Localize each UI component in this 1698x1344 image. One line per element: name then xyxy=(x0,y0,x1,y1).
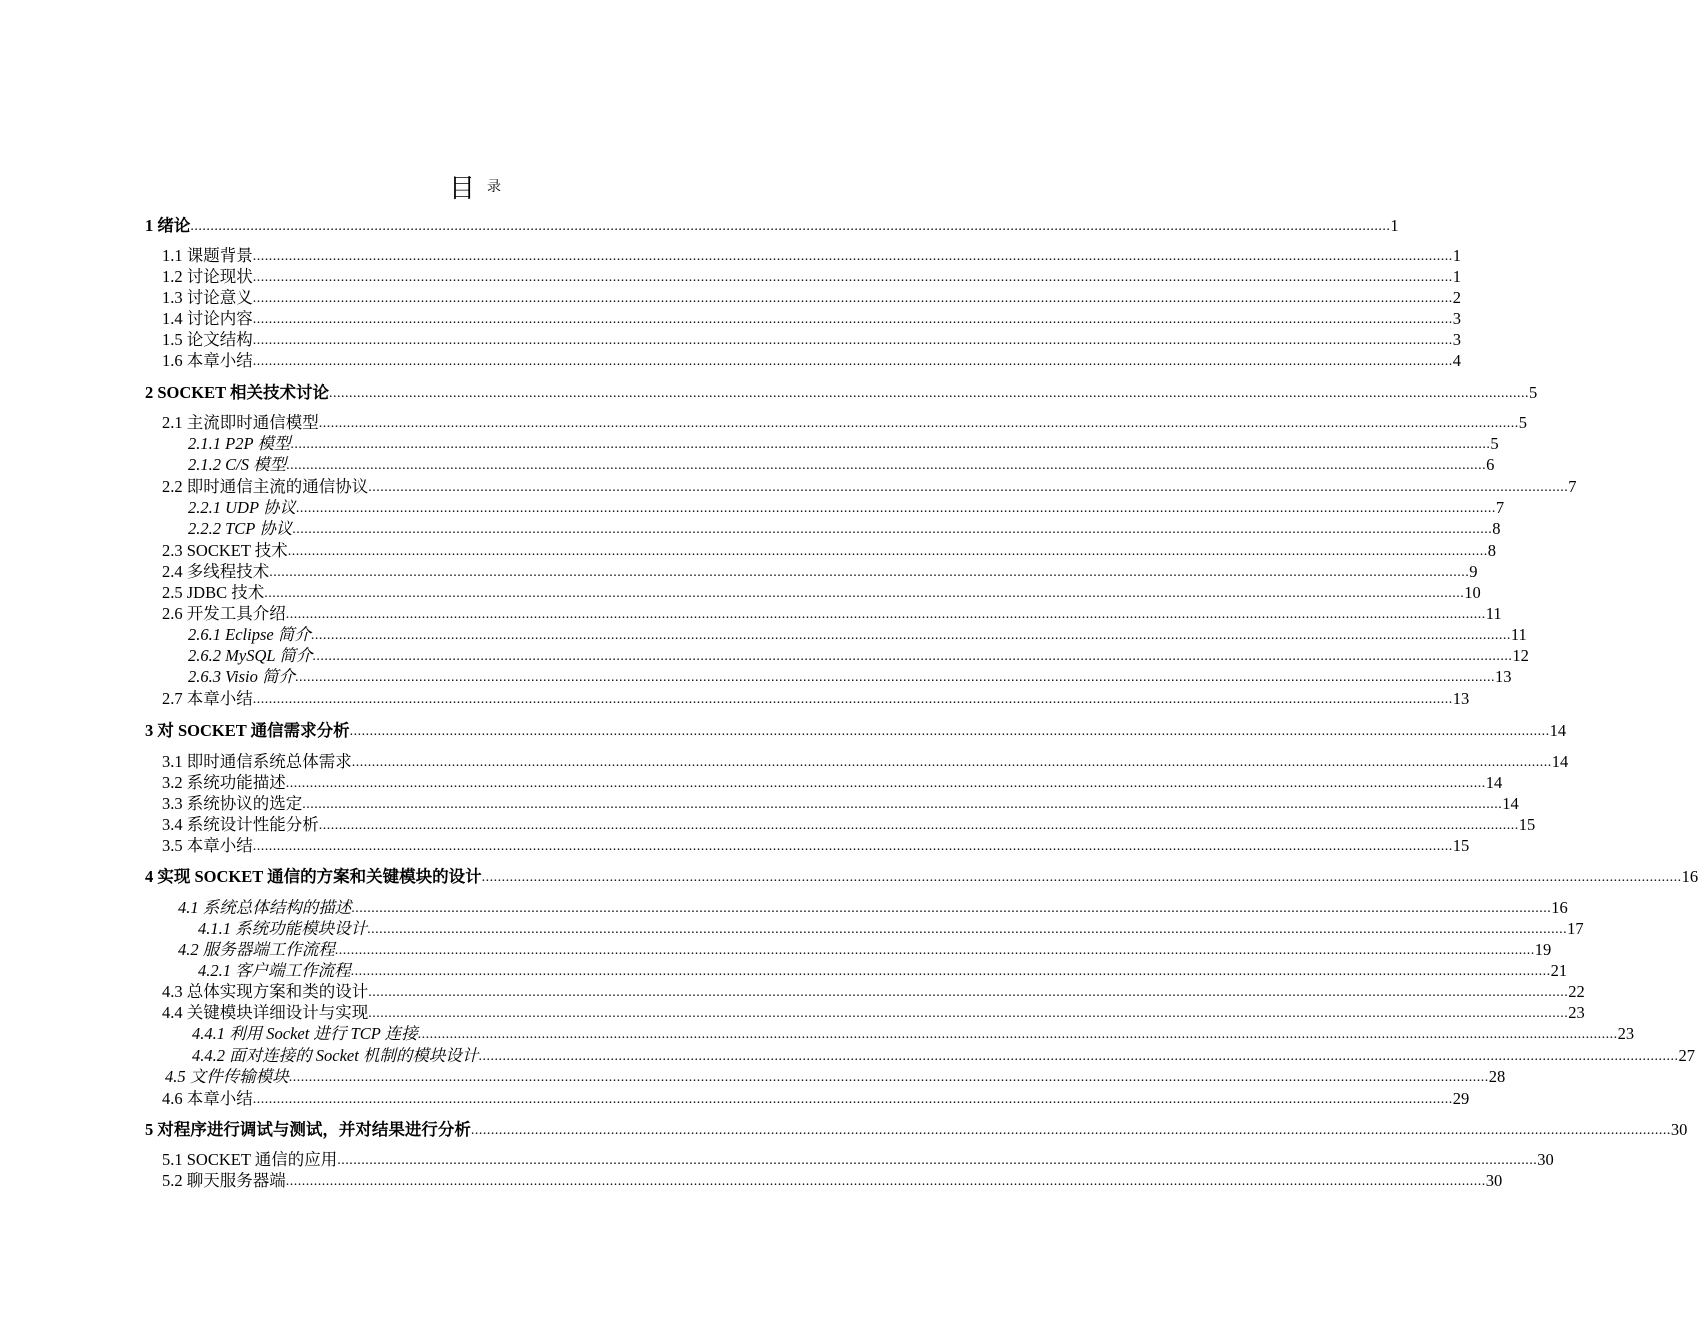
toc-leader-dots: ............................................................................................................................................................................................................................................................................................................ xyxy=(252,312,1453,327)
toc-entry-label: 2.6 开发工具介绍 xyxy=(162,604,286,623)
toc-entry-label: 2.6.2 MySQL 简介 xyxy=(188,646,313,665)
toc-leader-dots: ............................................................................................................................................................................................................................................................................................................ xyxy=(294,670,1495,685)
toc-entry-page: 13 xyxy=(1452,689,1470,708)
toc-leader-dots: ............................................................................................................................................................................................................................................................................................................ xyxy=(302,797,1503,812)
toc-entry-label: 2 SOCKET 相关技术讨论 xyxy=(145,383,329,402)
toc-leader-dots: ............................................................................................................................................................................................................................................................................................................ xyxy=(252,270,1453,285)
toc-entry[interactable] xyxy=(145,721,1567,741)
toc-entry-label: 4.2 服务器端工作流程 xyxy=(178,940,335,959)
toc-entry[interactable] xyxy=(145,383,1538,403)
toc-entry-page: 28 xyxy=(1488,1067,1506,1086)
toc-leader-dots: ............................................................................................................................................................................................................................................................................................................ xyxy=(351,901,1552,916)
toc-entry[interactable] xyxy=(162,541,1496,561)
toc-entry[interactable] xyxy=(162,351,1461,371)
toc-entry[interactable] xyxy=(162,815,1536,835)
toc-leader-dots: ............................................................................................................................................................................................................................................................................................................ xyxy=(285,1174,1486,1189)
toc-entry-label: 4 实现 SOCKET 通信的方案和关键模块的设计 xyxy=(145,867,482,886)
toc-entry[interactable] xyxy=(162,309,1461,329)
toc-entry-page: 7 xyxy=(1568,477,1577,496)
toc-leader-dots: ............................................................................................................................................................................................................................................................................................................ xyxy=(252,249,1453,264)
toc-entry-page: 27 xyxy=(1678,1046,1695,1065)
toc-entry-page: 19 xyxy=(1534,940,1552,959)
toc-entry-page: 21 xyxy=(1550,961,1568,980)
toc-entry-label: 2.2 即时通信主流的通信协议 xyxy=(162,477,369,496)
toc-entry[interactable] xyxy=(162,982,1585,1002)
toc-entry[interactable] xyxy=(162,1003,1585,1023)
toc-entry-label: 1.1 课题背景 xyxy=(162,246,253,265)
toc-entry[interactable] xyxy=(145,867,1698,887)
toc-entry[interactable] xyxy=(188,498,1505,518)
toc-leader-dots: ............................................................................................................................................................................................................................................................................................................ xyxy=(481,870,1682,885)
toc-entry-page: 14 xyxy=(1502,794,1519,813)
toc-entry[interactable] xyxy=(162,246,1461,266)
toc-entry[interactable] xyxy=(162,604,1502,624)
toc-entry[interactable] xyxy=(162,1171,1503,1191)
toc-entry-label: 4.4 关键模块详细设计与实现 xyxy=(162,1003,369,1022)
toc-entry-page: 11 xyxy=(1485,604,1502,623)
toc-entry-page: 6 xyxy=(1486,455,1495,474)
toc-entry[interactable] xyxy=(162,689,1470,709)
toc-leader-dots: ............................................................................................................................................................................................................................................................................................................ xyxy=(318,416,1519,431)
toc-leader-dots: ............................................................................................................................................................................................................................................................................................................ xyxy=(349,724,1550,739)
toc-entry-page: 11 xyxy=(1510,625,1527,644)
toc-entry-label: 3.4 系统设计性能分析 xyxy=(162,815,319,834)
toc-entry-page: 23 xyxy=(1617,1024,1635,1043)
toc-entry-page: 30 xyxy=(1670,1120,1688,1139)
toc-entry[interactable] xyxy=(162,288,1461,308)
toc-entry-page: 12 xyxy=(1512,646,1529,665)
toc-entry-page: 10 xyxy=(1464,583,1481,602)
toc-entry-label: 2.5 JDBC 技术 xyxy=(162,583,265,602)
toc-leader-dots: ............................................................................................................................................................................................................................................................................................................ xyxy=(252,333,1453,348)
toc-entry-label: 2.1.2 C/S 模型 xyxy=(188,455,287,474)
toc-entry[interactable] xyxy=(188,646,1529,666)
toc-entry-label: 4.6 本章小结 xyxy=(162,1089,253,1108)
toc-entry-label: 4.4.2 面对连接的 Socket 机制的模块设计 xyxy=(192,1046,479,1065)
toc-entry[interactable] xyxy=(165,1067,1506,1087)
toc-leader-dots: ............................................................................................................................................................................................................................................................................................................ xyxy=(351,755,1552,770)
toc-entry-page: 13 xyxy=(1494,667,1512,686)
toc-entry-page: 5 xyxy=(1490,434,1499,453)
toc-entry-page: 22 xyxy=(1568,982,1585,1001)
toc-leader-dots: ............................................................................................................................................................................................................................................................................................................ xyxy=(312,649,1513,664)
toc-leader-dots: ............................................................................................................................................................................................................................................................................................................ xyxy=(368,1006,1569,1021)
toc-title-sub: 录 xyxy=(487,180,501,195)
toc-entry-label: 2.7 本章小结 xyxy=(162,689,253,708)
toc-entry-label: 4.1.1 系统功能模块设计 xyxy=(198,919,368,938)
toc-entry-page: 16 xyxy=(1681,867,1698,886)
toc-entry-label: 4.4.1 利用 Socket 进行 TCP 连接 xyxy=(192,1024,418,1043)
toc-leader-dots: ............................................................................................................................................................................................................................................................................................................ xyxy=(286,458,1487,473)
toc-entry[interactable] xyxy=(145,1120,1688,1140)
toc-entry-label: 4.3 总体实现方案和类的设计 xyxy=(162,982,369,1001)
toc-entry-label: 2.3 SOCKET 技术 xyxy=(162,541,288,560)
toc-entry-page: 8 xyxy=(1487,541,1496,560)
toc-entry-label: 1.5 论文结构 xyxy=(162,330,253,349)
toc-entry-label: 5.2 聊天服务器端 xyxy=(162,1171,286,1190)
toc-entry[interactable] xyxy=(162,752,1569,772)
toc-leader-dots: ............................................................................................................................................................................................................................................................................................................ xyxy=(470,1123,1671,1138)
toc-entry-page: 4 xyxy=(1452,351,1461,370)
toc-entry-label: 2.4 多线程技术 xyxy=(162,562,270,581)
toc-entry-label: 3.3 系统协议的选定 xyxy=(162,794,303,813)
toc-entry[interactable] xyxy=(162,836,1470,856)
toc-entry[interactable] xyxy=(198,961,1568,981)
toc-entry-label: 1.3 讨论意义 xyxy=(162,288,253,307)
toc-entry[interactable] xyxy=(188,455,1495,475)
toc-entry-label: 1.2 讨论现状 xyxy=(162,267,253,286)
toc-entry-page: 2 xyxy=(1452,288,1461,307)
toc-leader-dots: ............................................................................................................................................................................................................................................................................................................ xyxy=(285,607,1486,622)
toc-entry[interactable] xyxy=(162,1089,1470,1109)
toc-entry[interactable] xyxy=(178,940,1552,960)
toc-entry-label: 1.6 本章小结 xyxy=(162,351,253,370)
toc-leader-dots: ............................................................................................................................................................................................................................................................................................................ xyxy=(295,501,1496,516)
toc-entry-label: 5 对程序进行调试与测试，并对结果进行分析 xyxy=(145,1120,471,1139)
toc-entry-page: 1 xyxy=(1390,216,1399,235)
toc-entry-label: 4.5 文件传输模块 xyxy=(165,1067,289,1086)
toc-entry[interactable] xyxy=(198,919,1584,939)
toc-entry[interactable] xyxy=(145,216,1399,236)
toc-entry-page: 17 xyxy=(1567,919,1584,938)
toc-leader-dots: ............................................................................................................................................................................................................................................................................................................ xyxy=(252,354,1453,369)
toc-entry-page: 9 xyxy=(1469,562,1478,581)
toc-entry-page: 15 xyxy=(1518,815,1536,834)
toc-entry-page: 14 xyxy=(1485,773,1503,792)
toc-leader-dots: ............................................................................................................................................................................................................................................................................................................ xyxy=(367,922,1568,937)
toc-entry[interactable] xyxy=(162,267,1461,287)
toc-entry[interactable] xyxy=(162,583,1481,603)
toc-entry-page: 1 xyxy=(1452,267,1461,286)
toc-entry[interactable] xyxy=(188,519,1501,539)
toc-entry-page: 23 xyxy=(1568,1003,1585,1022)
toc-entry[interactable] xyxy=(188,667,1512,687)
toc-leader-dots: ............................................................................................................................................................................................................................................................................................................ xyxy=(318,818,1519,833)
toc-entry[interactable] xyxy=(192,1046,1695,1066)
toc-leader-dots: ............................................................................................................................................................................................................................................................................................................ xyxy=(287,544,1488,559)
toc-entry[interactable] xyxy=(188,625,1527,645)
toc-leader-dots: ............................................................................................................................................................................................................................................................................................................ xyxy=(252,291,1453,306)
toc-entry-page: 14 xyxy=(1549,721,1567,740)
toc-leader-dots: ............................................................................................................................................................................................................................................................................................................ xyxy=(288,1070,1489,1085)
toc-leader-dots: ............................................................................................................................................................................................................................................................................................................ xyxy=(190,219,1391,234)
toc-entry-page: 3 xyxy=(1452,309,1461,328)
toc-entry-page: 5 xyxy=(1518,413,1527,432)
toc-entry-label: 4.1 系统总体结构的描述 xyxy=(178,898,352,917)
toc-leader-dots: ............................................................................................................................................................................................................................................................................................................ xyxy=(328,386,1529,401)
toc-entry[interactable] xyxy=(192,1024,1635,1044)
toc-leader-dots: ............................................................................................................................................................................................................................................................................................................ xyxy=(368,480,1569,495)
toc-entry-page: 14 xyxy=(1551,752,1569,771)
toc-entry-label: 5.1 SOCKET 通信的应用 xyxy=(162,1150,338,1169)
toc-entry[interactable] xyxy=(178,898,1568,918)
toc-entry-page: 30 xyxy=(1485,1171,1503,1190)
toc-entry-label: 3.5 本章小结 xyxy=(162,836,253,855)
toc-leader-dots: ............................................................................................................................................................................................................................................................................................................ xyxy=(350,964,1551,979)
toc-entry-label: 3.1 即时通信系统总体需求 xyxy=(162,752,352,771)
toc-leader-dots: ............................................................................................................................................................................................................................................................................................................ xyxy=(334,943,1535,958)
toc-entry-page: 16 xyxy=(1551,898,1568,917)
toc-leader-dots: ............................................................................................................................................................................................................................................................................................................ xyxy=(337,1153,1538,1168)
toc-leader-dots: ............................................................................................................................................................................................................................................................................................................ xyxy=(292,522,1493,537)
toc-entry[interactable] xyxy=(188,434,1499,454)
toc-title-main: 目 xyxy=(448,174,475,204)
toc-entry-label: 4.2.1 客户端工作流程 xyxy=(198,961,351,980)
toc-leader-dots: ............................................................................................................................................................................................................................................................................................................ xyxy=(478,1049,1679,1064)
toc-entry-label: 2.1 主流即时通信模型 xyxy=(162,413,319,432)
toc-entry-page: 5 xyxy=(1528,383,1538,402)
toc-leader-dots: ............................................................................................................................................................................................................................................................................................................ xyxy=(252,839,1453,854)
toc-entry-label: 3 对 SOCKET 通信需求分析 xyxy=(145,721,350,740)
toc-entry-label: 1 绪论 xyxy=(145,216,191,235)
toc-leader-dots: ............................................................................................................................................................................................................................................................................................................ xyxy=(269,565,1470,580)
toc-entry[interactable] xyxy=(162,773,1503,793)
toc-leader-dots: ............................................................................................................................................................................................................................................................................................................ xyxy=(252,1092,1453,1107)
toc-entry-label: 2.1.1 P2P 模型 xyxy=(188,434,291,453)
toc-entry-label: 2.2.2 TCP 协议 xyxy=(188,519,293,538)
toc-entry-label: 2.2.1 UDP 协议 xyxy=(188,498,296,517)
toc-entry-page: 3 xyxy=(1452,330,1461,349)
toc-entry-page: 1 xyxy=(1452,246,1461,265)
toc-entry[interactable] xyxy=(162,330,1461,350)
toc-entry-label: 2.6.3 Visio 简介 xyxy=(188,667,295,686)
toc-leader-dots: ............................................................................................................................................................................................................................................................................................................ xyxy=(285,776,1486,791)
toc-leader-dots: ............................................................................................................................................................................................................................................................................................................ xyxy=(252,692,1453,707)
toc-entry-page: 30 xyxy=(1537,1150,1554,1169)
toc-entry-page: 8 xyxy=(1492,519,1501,538)
toc-leader-dots: ............................................................................................................................................................................................................................................................................................................ xyxy=(290,437,1491,452)
toc-entry-page: 15 xyxy=(1452,836,1470,855)
toc-entry[interactable] xyxy=(162,562,1478,582)
toc-leader-dots: ............................................................................................................................................................................................................................................................................................................ xyxy=(310,628,1511,643)
toc-leader-dots: ............................................................................................................................................................................................................................................................................................................ xyxy=(417,1027,1618,1042)
toc-entry[interactable] xyxy=(162,477,1577,497)
toc-leader-dots: ............................................................................................................................................................................................................................................................................................................ xyxy=(368,985,1569,1000)
toc-entry-page: 29 xyxy=(1452,1089,1470,1108)
toc-entry[interactable] xyxy=(162,794,1519,814)
toc-entry-label: 3.2 系统功能描述 xyxy=(162,773,286,792)
toc-entry-label: 2.6.1 Eclipse 简介 xyxy=(188,625,311,644)
toc-entry[interactable] xyxy=(162,413,1527,433)
toc-entry-label: 1.4 讨论内容 xyxy=(162,309,253,328)
toc-leader-dots: ............................................................................................................................................................................................................................................................................................................ xyxy=(264,586,1465,601)
toc-entry[interactable] xyxy=(162,1150,1554,1170)
toc-entry-page: 7 xyxy=(1495,498,1505,517)
